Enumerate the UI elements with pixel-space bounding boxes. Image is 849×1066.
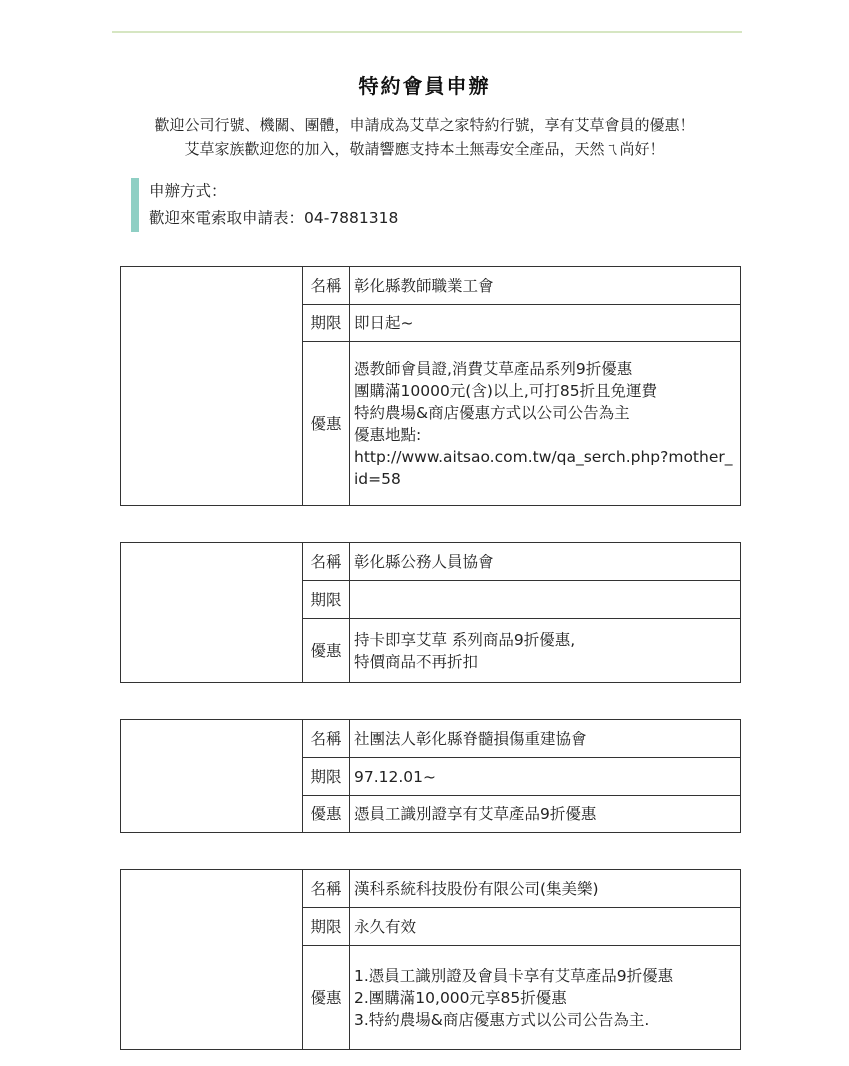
page-title: 特約會員申辦 (358, 74, 491, 98)
promo-offer (350, 946, 741, 1050)
promo-name: 彰化縣教師職業工會 (350, 267, 741, 305)
promo-offer: 憑員工識別證享有艾草產品9折優惠 (350, 796, 741, 833)
period-label: 期限 (303, 908, 350, 946)
promo-table-2 (120, 542, 741, 683)
promo-offer (350, 342, 741, 506)
promo-offer (350, 619, 741, 683)
promo-table-1 (120, 266, 741, 506)
promo-period (350, 581, 741, 619)
promo-table-3 (120, 719, 741, 833)
offer-line: 特約農場&商店優惠方式以公司公告為主 (354, 403, 630, 422)
method-text: 歡迎來電索取申請表：04-7881318 (149, 209, 399, 227)
offer-line: 團購滿10000元(含)以上,可打85折且免運費 (354, 381, 658, 400)
period-label: 期限 (303, 758, 350, 796)
promo-image-cell (121, 870, 303, 1050)
name-label: 名稱 (303, 267, 350, 305)
intro-line-1: 歡迎公司行號、機關、團體，申請成為艾草之家特約行號，享有艾草會員的優惠！ (154, 116, 695, 134)
promo-name: 彰化縣公務人員協會 (350, 543, 741, 581)
name-label: 名稱 (303, 543, 350, 581)
offer-line: 特價商品不再折扣 (354, 652, 479, 671)
name-label: 名稱 (303, 720, 350, 758)
offer-line: 持卡即享艾草 系列商品9折優惠, (354, 630, 576, 649)
promo-image-cell (121, 267, 303, 506)
period-label: 期限 (303, 581, 350, 619)
offer-line: 憑教師會員證,消費艾草產品系列9折優惠 (354, 359, 633, 378)
offer-line: 1.憑員工識別證及會員卡享有艾草產品9折優惠 (354, 966, 674, 985)
promo-name: 社團法人彰化縣脊髓損傷重建協會 (350, 720, 741, 758)
application-method (131, 178, 398, 232)
offer-label: 優惠 (303, 946, 350, 1050)
period-label: 期限 (303, 305, 350, 342)
offer-label: 優惠 (303, 619, 350, 683)
offer-link[interactable]: http://www.aitsao.com.tw/qa_serch.php?mother_id=58 (354, 447, 733, 488)
offer-line: 優惠地點: (354, 425, 422, 444)
promo-period: 永久有效 (350, 908, 741, 946)
offer-line: 2.團購滿10,000元享85折優惠 (354, 988, 567, 1007)
offer-label: 優惠 (303, 796, 350, 833)
name-label: 名稱 (303, 870, 350, 908)
promo-period: 即日起~ (350, 305, 741, 342)
promo-image-cell (121, 720, 303, 833)
method-label: 申辦方式： (149, 182, 227, 200)
promo-period: 97.12.01~ (350, 758, 741, 796)
promo-image-cell (121, 543, 303, 683)
intro-line-2: 艾草家族歡迎您的加入，敬請響應支持本土無毒安全產品，天然ㄟ尚好！ (184, 140, 665, 158)
top-divider (112, 31, 742, 33)
promo-name: 漢科系統科技股份有限公司(集美樂) (350, 870, 741, 908)
promo-table-4 (120, 869, 741, 1050)
offer-label: 優惠 (303, 342, 350, 506)
offer-line: 3.特約農場&商店優惠方式以公司公告為主. (354, 1010, 650, 1029)
